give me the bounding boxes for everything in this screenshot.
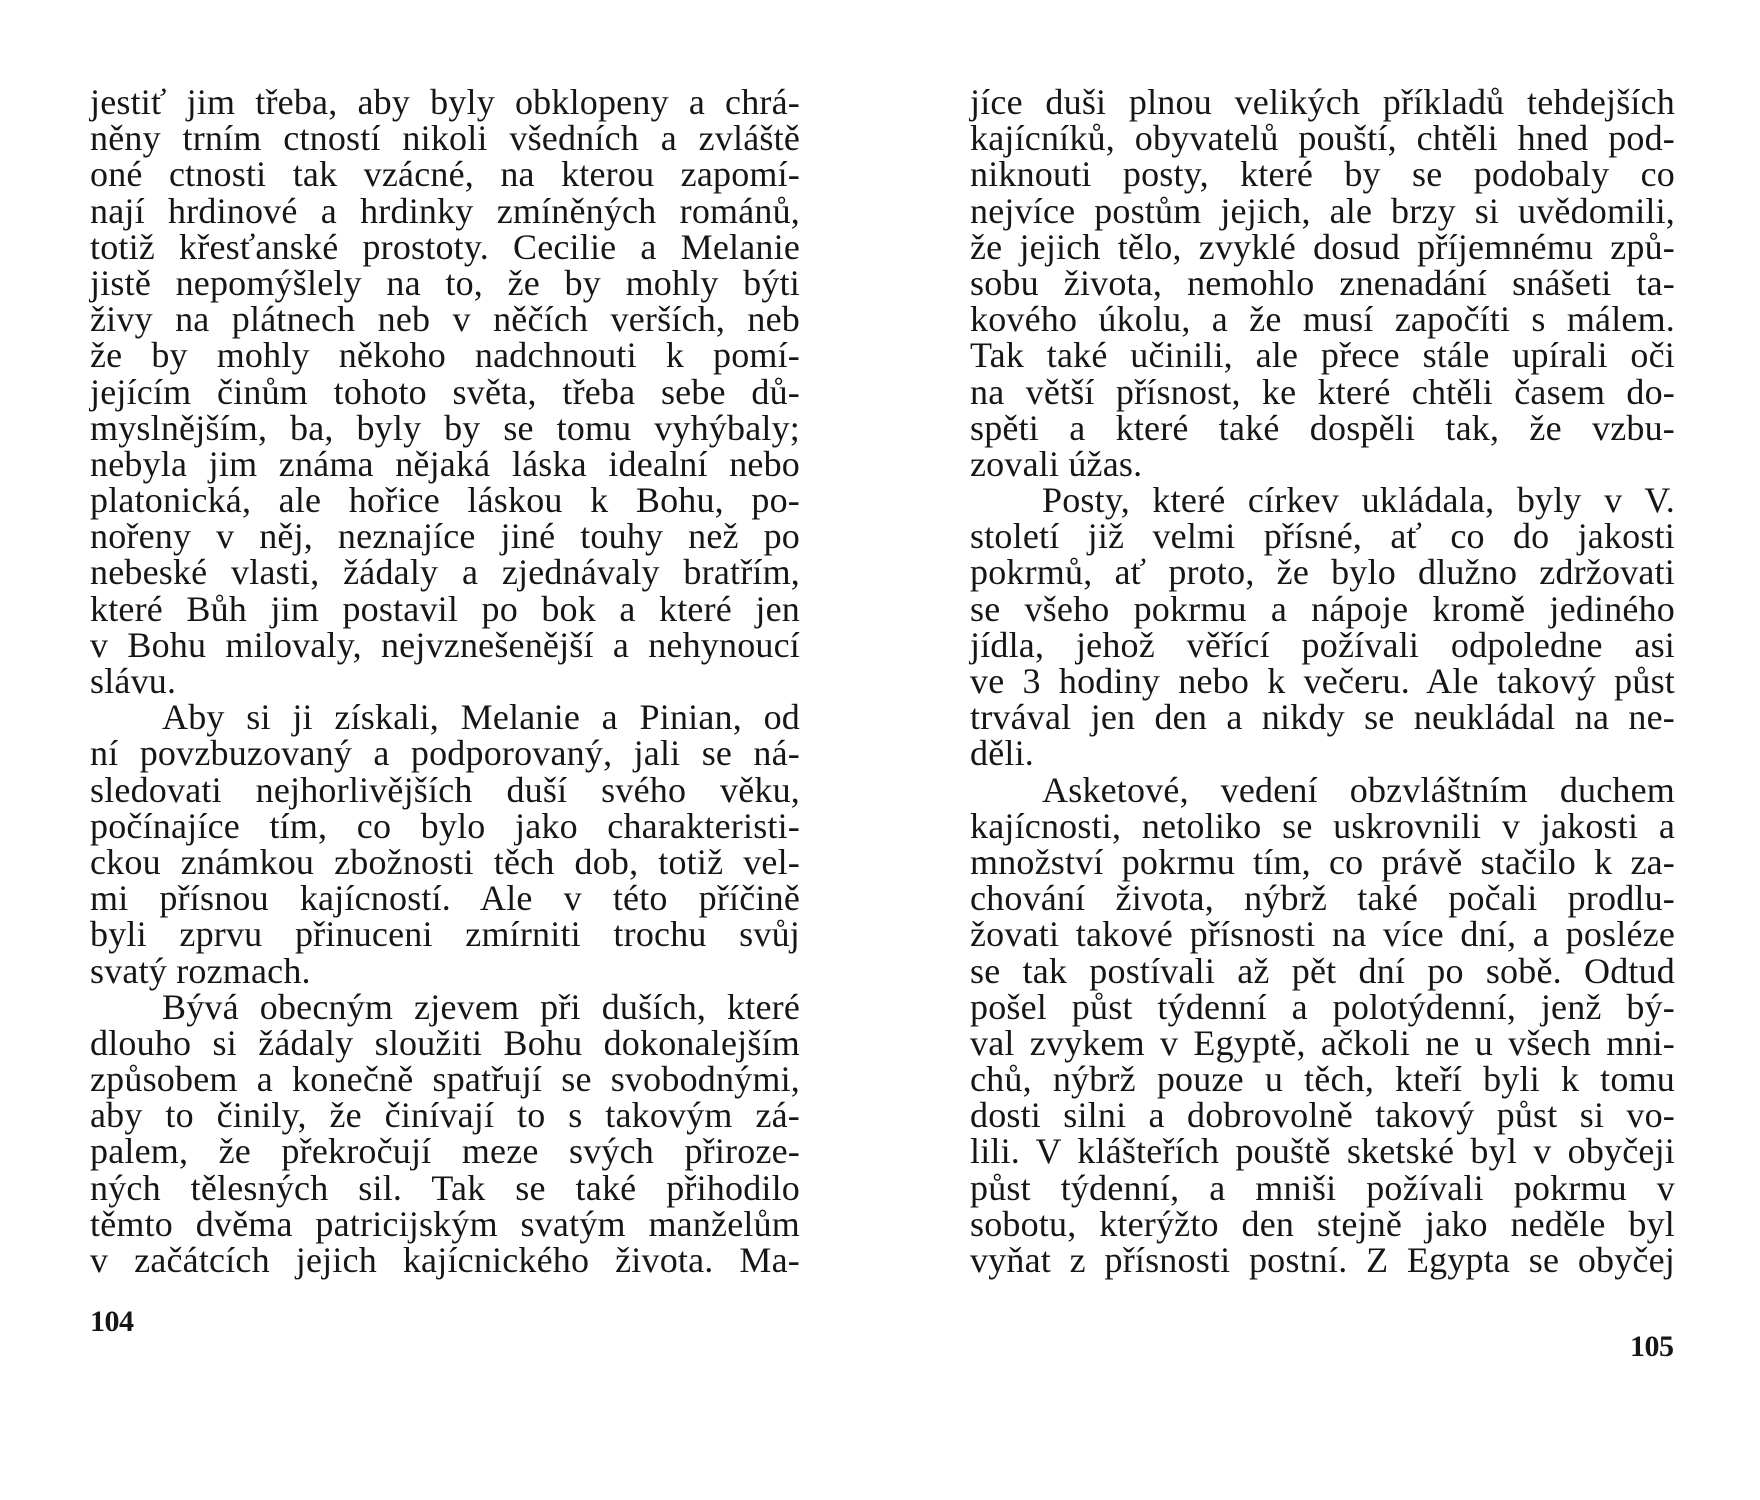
text-line: sobu života, nemohlo znenadání snášeti ta- [970, 262, 1675, 303]
text-line: Asketové, vedení obzvláštním duchem [1042, 769, 1675, 810]
text-line: pošel půst týdenní a polotýdenní, jenž bý- [970, 986, 1675, 1027]
text-line: ckou známkou zbožnosti těch dob, totiž vel- [90, 841, 800, 882]
text-line: že by mohly někoho nadchnouti k pomí- [90, 335, 800, 376]
text-line: ní povzbuzovaný a podporovaný, jali se ná- [90, 733, 800, 774]
text-line: niknouti posty, které by se podobaly co [970, 154, 1675, 195]
text-line: jejícím činům tohoto světa, třeba sebe dů- [90, 371, 800, 412]
text-line: platonická, ale hořice láskou k Bohu, po- [90, 480, 800, 521]
text-line: něny trním ctností nikoli všedních a zvláště [90, 118, 800, 159]
text-line: živy na plátnech neb v něčích verších, neb [90, 299, 800, 340]
text-line: trvával jen den a nikdy se neukládal na ne- [970, 697, 1675, 738]
text-line: ve 3 hodiny nebo k večeru. Ale takový půst [970, 661, 1675, 701]
text-line: jíce duši plnou velikých příkladů tehdejších [970, 82, 1675, 122]
text-line: jestiť jim třeba, aby byly obklopeny a chrá- [90, 82, 800, 122]
text-line: půst týdenní, a mniši požívali pokrmu v [970, 1167, 1675, 1208]
text-line: byli zprvu přinuceni zmírniti trochu svůj [90, 914, 800, 955]
text-line: nejvíce postům jejich, ale brzy si uvědomili, [970, 190, 1675, 231]
text-line: totiž křesťanské prostoty. Cecilie a Melanie [90, 226, 800, 267]
left-page-text [90, 84, 800, 1278]
text-line: se všeho pokrmu a nápoje kromě jediného [970, 588, 1675, 629]
text-line: na větší přísnost, ke které chtěli časem do- [970, 371, 1675, 412]
text-line: nořeny v něj, neznajíce jiné touhy než po [90, 516, 800, 557]
text-line: v Bohu milovaly, nejvznešenější a nehynoucí [90, 624, 800, 665]
text-line: děli. [970, 733, 1034, 774]
text-line: slávu. [90, 661, 177, 701]
text-line: století již velmi přísné, ať co do jakosti [970, 516, 1675, 557]
text-line: množství pokrmu tím, co právě stačilo k za- [970, 841, 1675, 882]
text-line: které Bůh jim postavil po bok a které jen [90, 588, 800, 629]
text-line: kajícnosti, netoliko se uskrovnili v jakosti a [970, 805, 1675, 846]
text-line: nají hrdinové a hrdinky zmíněných románů, [90, 190, 800, 231]
page-number-left: 104 [90, 1305, 134, 1338]
right-page [880, 0, 1760, 1500]
text-line: Aby si ji získali, Melanie a Pinian, od [162, 697, 800, 738]
page-number-right: 105 [1630, 1330, 1674, 1363]
text-line: nebyla jim známa nějaká láska idealní nebo [90, 443, 800, 484]
text-line: myslnějším, ba, byly by se tomu vyhýbaly; [90, 407, 800, 448]
text-line: chování života, nýbrž také počali prodlu- [970, 878, 1675, 919]
text-line: sobotu, kterýžto den stejně jako neděle byl [970, 1203, 1675, 1244]
text-line: palem, že překročují meze svých přiroze- [90, 1131, 800, 1172]
text-line: v začátcích jejich kajícnického života. Ma- [90, 1240, 800, 1280]
right-page-text [970, 84, 1675, 1278]
text-line: počínajíce tím, co bylo jako charakteristi- [90, 805, 800, 846]
text-line: mi přísnou kajícností. Ale v této příčině [90, 878, 800, 919]
text-line: kajícníků, obyvatelů pouští, chtěli hned pod- [970, 118, 1675, 159]
text-line: jídla, jehož věřící požívali odpoledne asi [970, 624, 1675, 665]
text-line: pokrmů, ať proto, že bylo dlužno zdržovati [970, 552, 1675, 593]
text-line: Posty, které církev ukládala, byly v V. [1042, 480, 1675, 521]
text-line: se tak postívali až pět dní po sobě. Odtud [970, 950, 1675, 991]
text-line: dlouho si žádaly sloužiti Bohu dokonalejším [90, 1022, 800, 1063]
text-line: sledovati nejhorlivějších duší svého věku, [90, 769, 800, 810]
text-line: kového úkolu, a že musí započíti s málem. [970, 299, 1675, 340]
text-line: způsobem a konečně spatřují se svobodnými, [90, 1059, 800, 1100]
text-line: že jejich tělo, zvyklé dosud příjemnému způ- [970, 226, 1675, 267]
text-line: těmto dvěma patricijským svatým manželům [90, 1203, 800, 1244]
text-line: val zvykem v Egyptě, ačkoli ne u všech mni- [970, 1022, 1675, 1063]
text-line: dosti silni a dobrovolně takový půst si vo- [970, 1095, 1675, 1136]
text-line: ných tělesných sil. Tak se také přihodilo [90, 1167, 800, 1208]
text-line: Bývá obecným zjevem při duších, které [162, 986, 800, 1027]
text-line: Tak také učinili, ale přece stále upírali oči [970, 335, 1675, 376]
text-line: svatý rozmach. [90, 950, 311, 991]
text-line: chů, nýbrž pouze u těch, kteří byli k tomu [970, 1059, 1675, 1100]
text-line: aby to činily, že činívají to s takovým zá- [90, 1095, 800, 1136]
text-line: oné ctnosti tak vzácné, na kterou zapomí- [90, 154, 800, 195]
text-line: jistě nepomýšlely na to, že by mohly býti [90, 262, 800, 303]
text-line: žovati takové přísnosti na více dní, a posléze [970, 914, 1675, 955]
text-line: nebeské vlasti, žádaly a zjednávaly bratřím, [90, 552, 800, 593]
text-line: lili. V klášteřích pouště sketské byl v obyčeji [970, 1131, 1675, 1172]
text-line: spěti a které také dospěli tak, že vzbu- [970, 407, 1675, 448]
text-line: zovali úžas. [970, 443, 1143, 484]
text-line: vyňat z přísnosti postní. Z Egypta se obyčej [970, 1240, 1675, 1280]
